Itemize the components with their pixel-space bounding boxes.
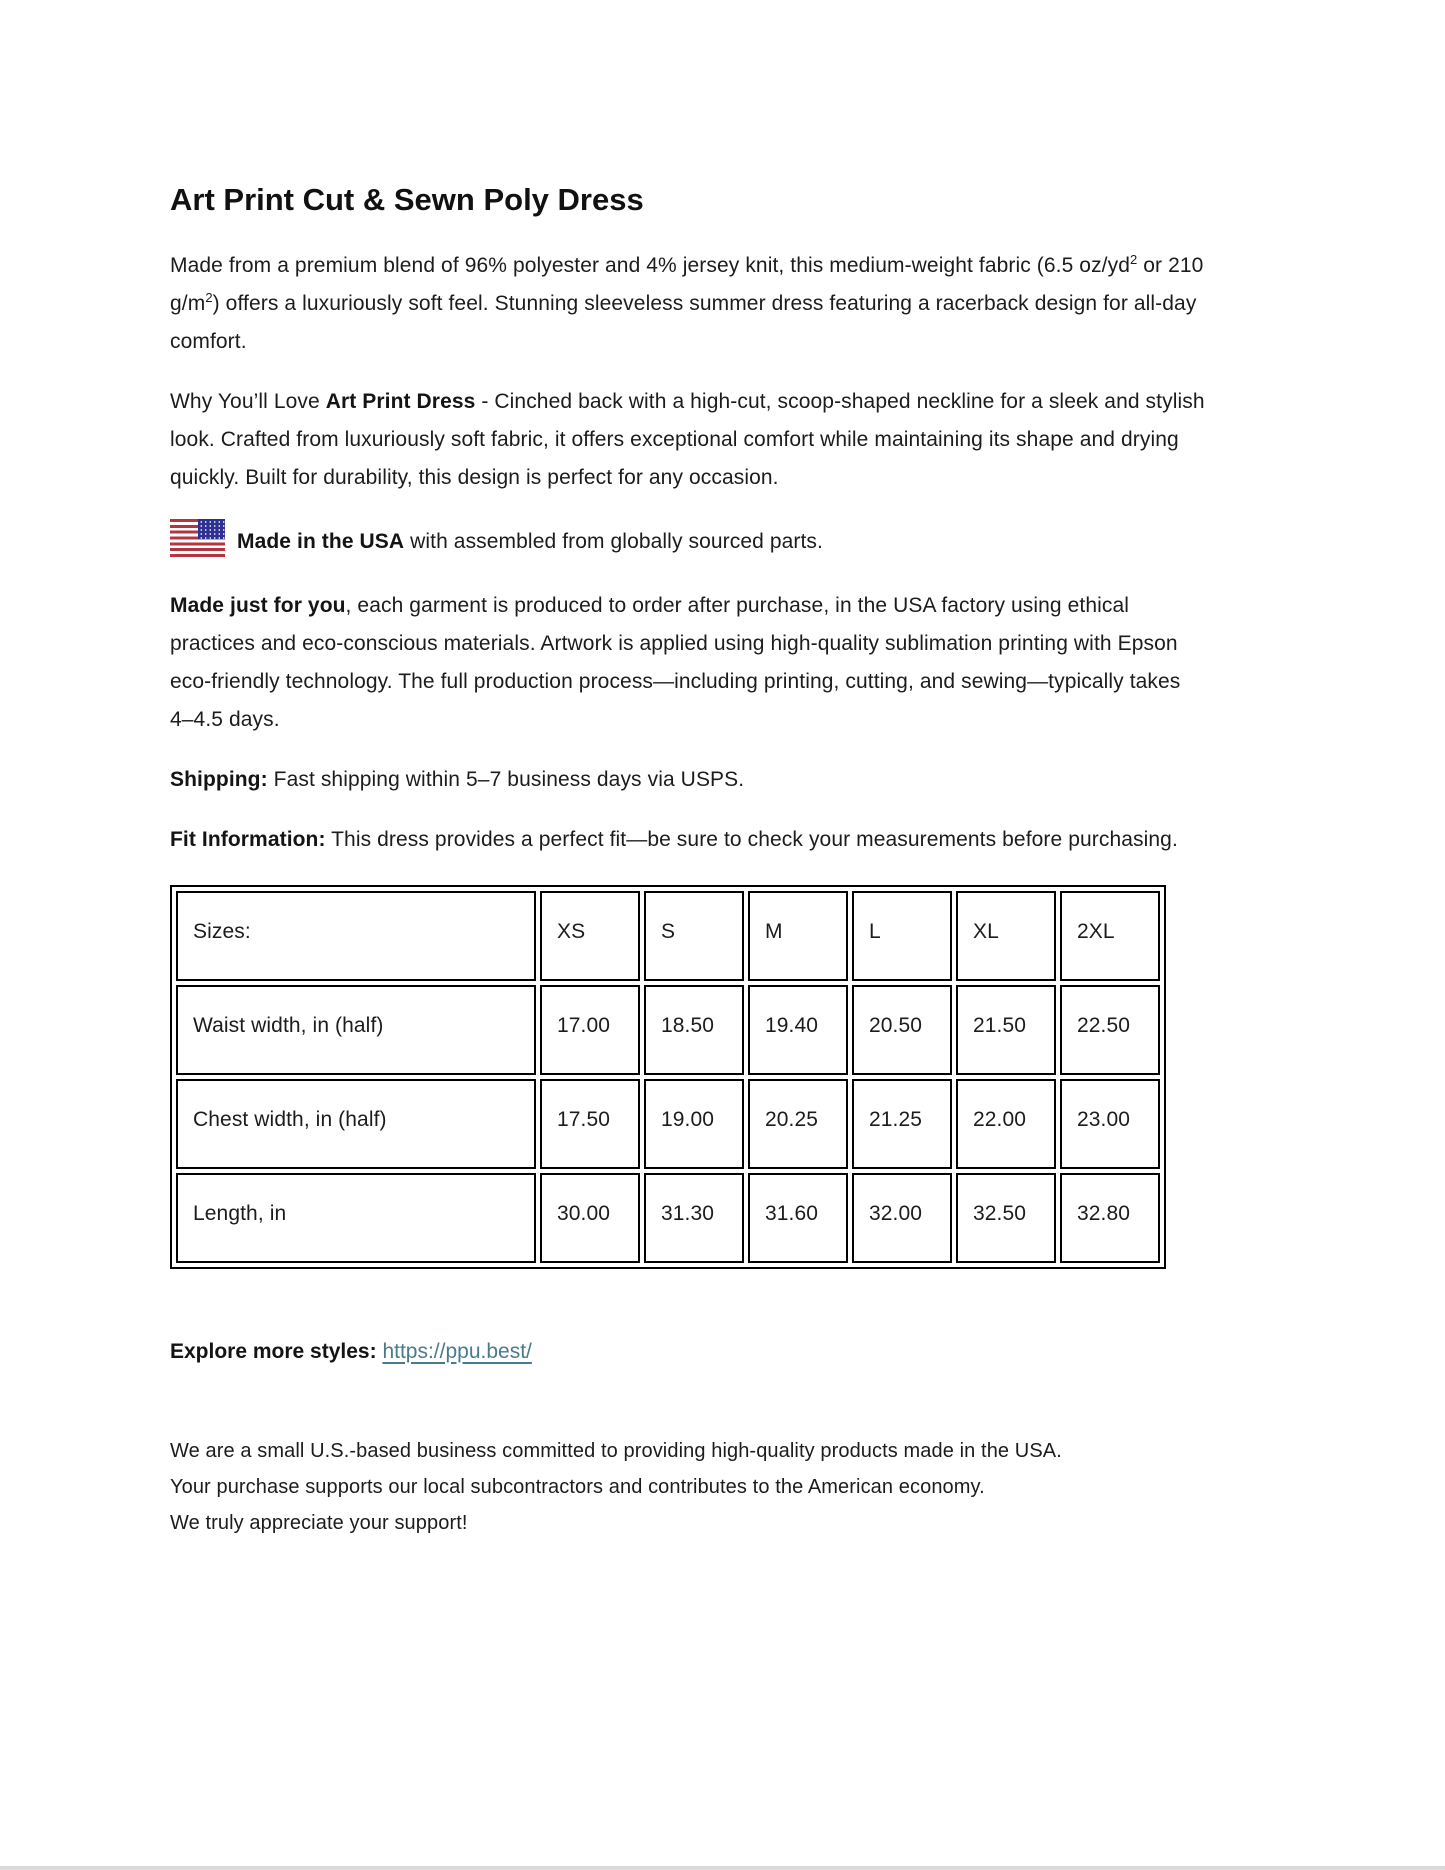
size-table-value-cell: 31.30 <box>644 1173 744 1263</box>
intro-paragraph: Made from a premium blend of 96% polyester and 4% jersey knit, this medium-weight fabric (6.5 $oz/yd^2$ or 210 $g/m^2$) offers a luxuriously soft feel. Stunning sleeveless summer dress featuring a racerback design for all-day comfort. <box>170 251 1204 353</box>
superscript: 2 <box>205 289 213 305</box>
footer-line: Your purchase supports our local subcontractors and contributes to the American economy. <box>170 1475 985 1498</box>
us-flag-icon <box>170 519 225 557</box>
size-table-value-cell: 32.80 <box>1060 1173 1160 1263</box>
size-table-header-row <box>176 891 1160 981</box>
size-table-value-cell: 22.00 <box>956 1079 1056 1169</box>
size-table-header-cell: Sizes: <box>176 891 536 981</box>
size-table-value-cell: 17.50 <box>540 1079 640 1169</box>
page-bottom-edge <box>0 1866 1445 1870</box>
size-table-header-cell: XS <box>540 891 640 981</box>
made-just-for-you-paragraph: Made just for you, each garment is produced to order after purchase, in the USA factory using ethical practices and eco-conscious materials. Artwork is applied using high-quality sublimation printing with Epson eco-friendly technology. The full production process—including printing, cutting, and sewing—typically takes 4–4.5 days. <box>170 593 1181 731</box>
size-chart-table <box>170 885 1166 1269</box>
size-table-value-cell: 21.50 <box>956 985 1056 1075</box>
made-in-usa-paragraph <box>170 519 1206 561</box>
size-table-value-cell: 21.25 <box>852 1079 952 1169</box>
size-table-value-cell: 22.50 <box>1060 985 1160 1075</box>
size-table-value-cell: 30.00 <box>540 1173 640 1263</box>
fit-info-paragraph: Fit Information: This dress provides a perfect fit—be sure to check your measurements before purchasing. <box>170 827 1178 851</box>
size-table-value-cell: 20.25 <box>748 1079 848 1169</box>
size-table-row <box>176 1079 1160 1169</box>
size-table-value-cell: 18.50 <box>644 985 744 1075</box>
made-in-usa-text: Made in the USA with assembled from globally sourced parts. <box>237 529 823 553</box>
superscript: 2 <box>1130 251 1138 267</box>
size-table-header-cell: XL <box>956 891 1056 981</box>
size-table-value-cell: 20.50 <box>852 985 952 1075</box>
us-flag-canton <box>198 519 225 540</box>
size-table-row-label: Waist width, in (half) <box>176 985 536 1075</box>
size-table-header-cell: L <box>852 891 952 981</box>
size-table-value-cell: 32.50 <box>956 1173 1056 1263</box>
size-table-row-label: Chest width, in (half) <box>176 1079 536 1169</box>
shipping-paragraph: Shipping: Fast shipping within 5–7 business days via USPS. <box>170 767 745 791</box>
size-table-row-label: Length, in <box>176 1173 536 1263</box>
why-love-paragraph: Why You’ll Love Art Print Dress - Cinched back with a high-cut, scoop-shaped neckline for a sleek and stylish look. Crafted from luxuriously soft fabric, it offers exceptional comfort while maintaining its shape and drying quickly. Built for durability, this design is perfect for any occasion. <box>170 389 1205 489</box>
size-table-row <box>176 985 1160 1075</box>
page-title: Art Print Cut & Sewn Poly Dress <box>170 182 644 217</box>
size-table-value-cell: 17.00 <box>540 985 640 1075</box>
explore-link[interactable]: https://ppu.best/ <box>382 1339 532 1363</box>
size-table-header-cell: M <box>748 891 848 981</box>
size-table-value-cell: 23.00 <box>1060 1079 1160 1169</box>
size-table-row <box>176 1173 1160 1263</box>
footer-line: We truly appreciate your support! <box>170 1511 468 1534</box>
footer-line: We are a small U.S.-based business committed to providing high-quality products made in the USA. <box>170 1439 1062 1462</box>
footer-note <box>170 1433 1206 1541</box>
size-table-value-cell: 19.00 <box>644 1079 744 1169</box>
document-content <box>170 181 1206 1541</box>
explore-more-styles-line: Explore more styles: https://ppu.best/ <box>170 1339 532 1363</box>
size-table-value-cell: 19.40 <box>748 985 848 1075</box>
size-table-value-cell: 32.00 <box>852 1173 952 1263</box>
size-table-value-cell: 31.60 <box>748 1173 848 1263</box>
size-table-header-cell: S <box>644 891 744 981</box>
size-table-header-cell: 2XL <box>1060 891 1160 981</box>
